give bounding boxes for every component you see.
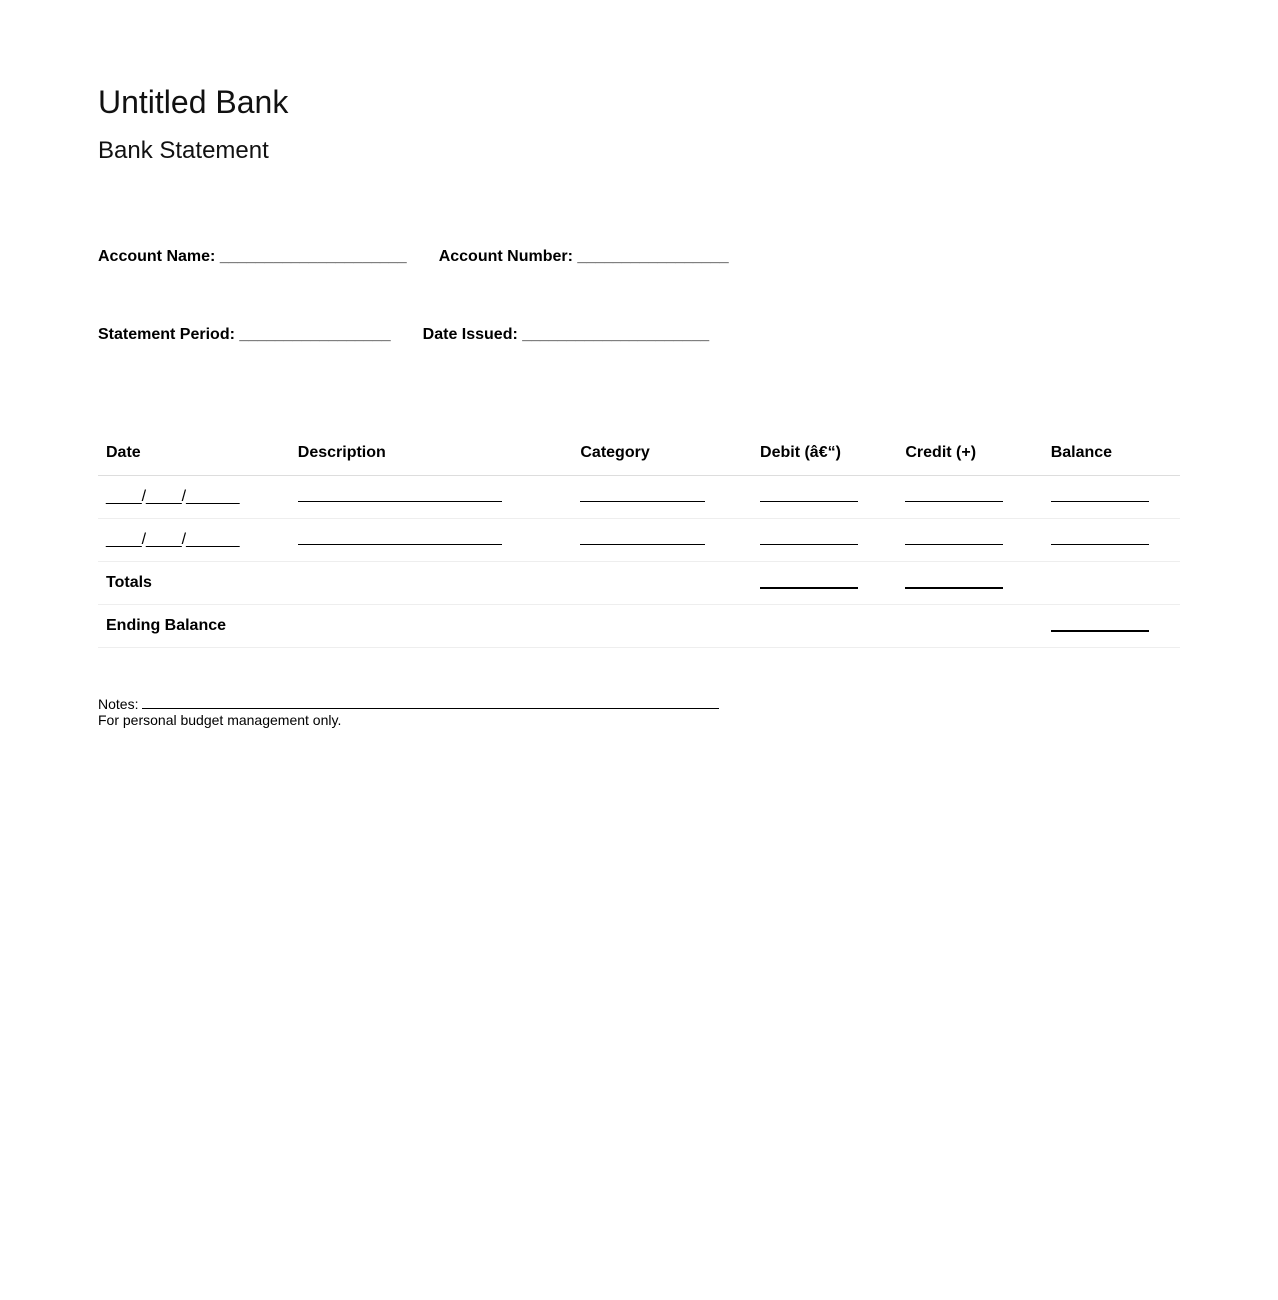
description-cell bbox=[290, 519, 573, 562]
statement-period-label: Statement Period: bbox=[98, 326, 235, 343]
totals-row bbox=[98, 562, 1180, 605]
ending-balance-blank bbox=[1051, 616, 1149, 632]
table-row bbox=[98, 476, 1180, 519]
account-name-label: Account Name: bbox=[98, 248, 216, 265]
notes-label: Notes: bbox=[98, 696, 139, 712]
bank-name: Untitled Bank bbox=[98, 84, 289, 120]
balance-blank bbox=[1051, 487, 1149, 502]
statement-page bbox=[98, 82, 1180, 728]
document-title: Bank Statement bbox=[98, 137, 269, 164]
header-category: Category bbox=[572, 431, 752, 476]
balance-blank bbox=[1051, 530, 1149, 545]
debit-cell bbox=[752, 519, 897, 562]
meta-line-1 bbox=[98, 244, 1180, 270]
meta-line-2 bbox=[98, 322, 1180, 348]
notes-line bbox=[98, 696, 1180, 712]
description-cell bbox=[290, 476, 573, 519]
credit-cell bbox=[897, 519, 1042, 562]
debit-blank bbox=[760, 487, 858, 502]
credit-blank bbox=[905, 487, 1003, 502]
credit-blank bbox=[905, 530, 1003, 545]
balance-cell bbox=[1043, 476, 1180, 519]
totals-debit-cell bbox=[752, 562, 897, 605]
totals-credit-blank bbox=[905, 573, 1003, 589]
category-blank bbox=[580, 530, 705, 545]
header-date: Date bbox=[98, 431, 290, 476]
header-credit: Credit (+) bbox=[897, 431, 1042, 476]
debit-blank bbox=[760, 530, 858, 545]
description-blank bbox=[298, 487, 502, 502]
date-issued-blank: _____________________ bbox=[522, 326, 710, 343]
description-blank bbox=[298, 530, 502, 545]
notes-blank bbox=[142, 696, 719, 709]
credit-cell bbox=[897, 476, 1042, 519]
totals-credit-cell bbox=[897, 562, 1042, 605]
category-cell bbox=[572, 519, 752, 562]
account-number-label: Account Number: bbox=[438, 248, 573, 265]
header-debit: Debit (â€“) bbox=[752, 431, 897, 476]
category-cell bbox=[572, 476, 752, 519]
date-cell bbox=[98, 476, 290, 519]
header-balance: Balance bbox=[1043, 431, 1180, 476]
ending-balance-row bbox=[98, 605, 1180, 648]
balance-cell bbox=[1043, 519, 1180, 562]
totals-label: Totals bbox=[98, 562, 290, 605]
ending-balance-label: Ending Balance bbox=[98, 605, 290, 648]
date-blank: ____/____/______ bbox=[106, 531, 240, 548]
disclaimer: For personal budget management only. bbox=[98, 712, 342, 728]
category-blank bbox=[580, 487, 705, 502]
header-description: Description bbox=[290, 431, 573, 476]
account-meta bbox=[98, 192, 1180, 400]
notes-section bbox=[98, 696, 1180, 728]
account-number-blank: _________________ bbox=[577, 248, 729, 265]
date-issued-label: Date Issued: bbox=[422, 326, 518, 343]
date-blank: ____/____/______ bbox=[106, 488, 240, 505]
table-header-row bbox=[98, 431, 1180, 476]
debit-cell bbox=[752, 476, 897, 519]
transactions-table bbox=[98, 431, 1180, 648]
statement-period-blank: _________________ bbox=[239, 326, 391, 343]
account-name-blank: _____________________ bbox=[219, 248, 407, 265]
ending-balance-cell bbox=[1043, 605, 1180, 648]
table-row bbox=[98, 519, 1180, 562]
date-cell bbox=[98, 519, 290, 562]
totals-debit-blank bbox=[760, 573, 858, 589]
